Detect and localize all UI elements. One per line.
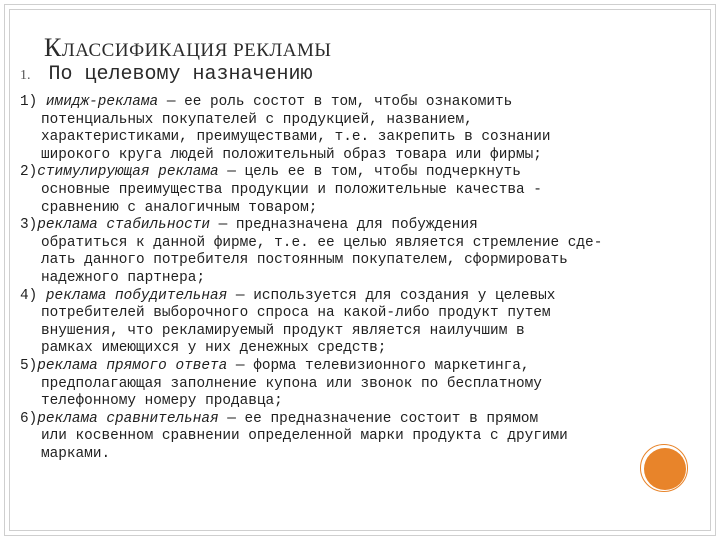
item-text: — используется для создания у целевых [227,287,556,304]
item-term: реклама стабильности [37,217,210,234]
list-item [20,358,696,411]
slide-title: КЛАССИФИКАЦИЯ РЕКЛАМЫ [44,33,332,62]
classification-list [20,94,696,463]
item-term: реклама побудительная [45,287,228,304]
item-line: обратиться к данной фирме, т.е. ее целью является стремление сде- [41,234,603,251]
item-number: 3) [20,217,38,234]
list-item [20,411,696,464]
item-term: реклама сравнительная [37,410,219,427]
item-line: рамках имеющихся у них денежных средств; [41,340,387,357]
item-line: телефонному номеру продавца; [41,393,283,410]
item-line: характеристиками, преимуществами, т.е. закрепить в сознании [41,129,551,146]
item-line: марками. [41,445,111,462]
item-text: — предназначена для побуждения [210,217,478,234]
item-line: потребителей выборочного спроса на какой-либо продукт путем [41,305,551,322]
list-item [20,164,696,217]
item-line: предполагающая заполнение купона или звонок по бесплатному [41,375,542,392]
item-line: сравнению с аналогичным товаром; [41,199,318,216]
list-item [20,217,696,287]
item-text: — ее роль состот в том, чтобы ознакомить [158,94,513,110]
item-number: 2) [20,164,38,181]
item-term: стимулирующая реклама [37,164,219,181]
item-line: надежного партнера; [41,269,206,286]
item-term: реклама прямого ответа [37,357,228,374]
item-number: 5) [20,357,38,374]
section-heading [20,63,313,86]
item-term: имидж-реклама [45,94,159,110]
decorative-circle [644,448,686,490]
item-number: 1) [20,94,46,110]
item-line: основные преимущества продукции и положительные качества - [41,181,542,198]
list-item [20,288,696,358]
item-line: потенциальных покупателей с продукцией, названием, [41,111,473,128]
item-text: — ее предназначение состоит в прямом [218,410,539,427]
item-line: внушения, что рекламируемый продукт является наилучшим в [41,322,525,339]
item-line: или косвенном сравнении определенной марки продукта с другими [41,428,568,445]
item-line: широкого круга людей положительный образ товара или фирмы; [41,146,542,163]
item-line: лать данного потребителя постоянным покупателем, сформировать [41,252,568,269]
list-item [20,94,696,164]
item-text: — форма телевизионного маркетинга, [227,357,530,374]
item-number: 4) [20,287,46,304]
section-heading-text: По целевому назначению [48,63,313,86]
item-number: 6) [20,410,38,427]
section-number: 1. [20,68,31,83]
item-text: — цель ее в том, чтобы подчеркнуть [218,164,521,181]
